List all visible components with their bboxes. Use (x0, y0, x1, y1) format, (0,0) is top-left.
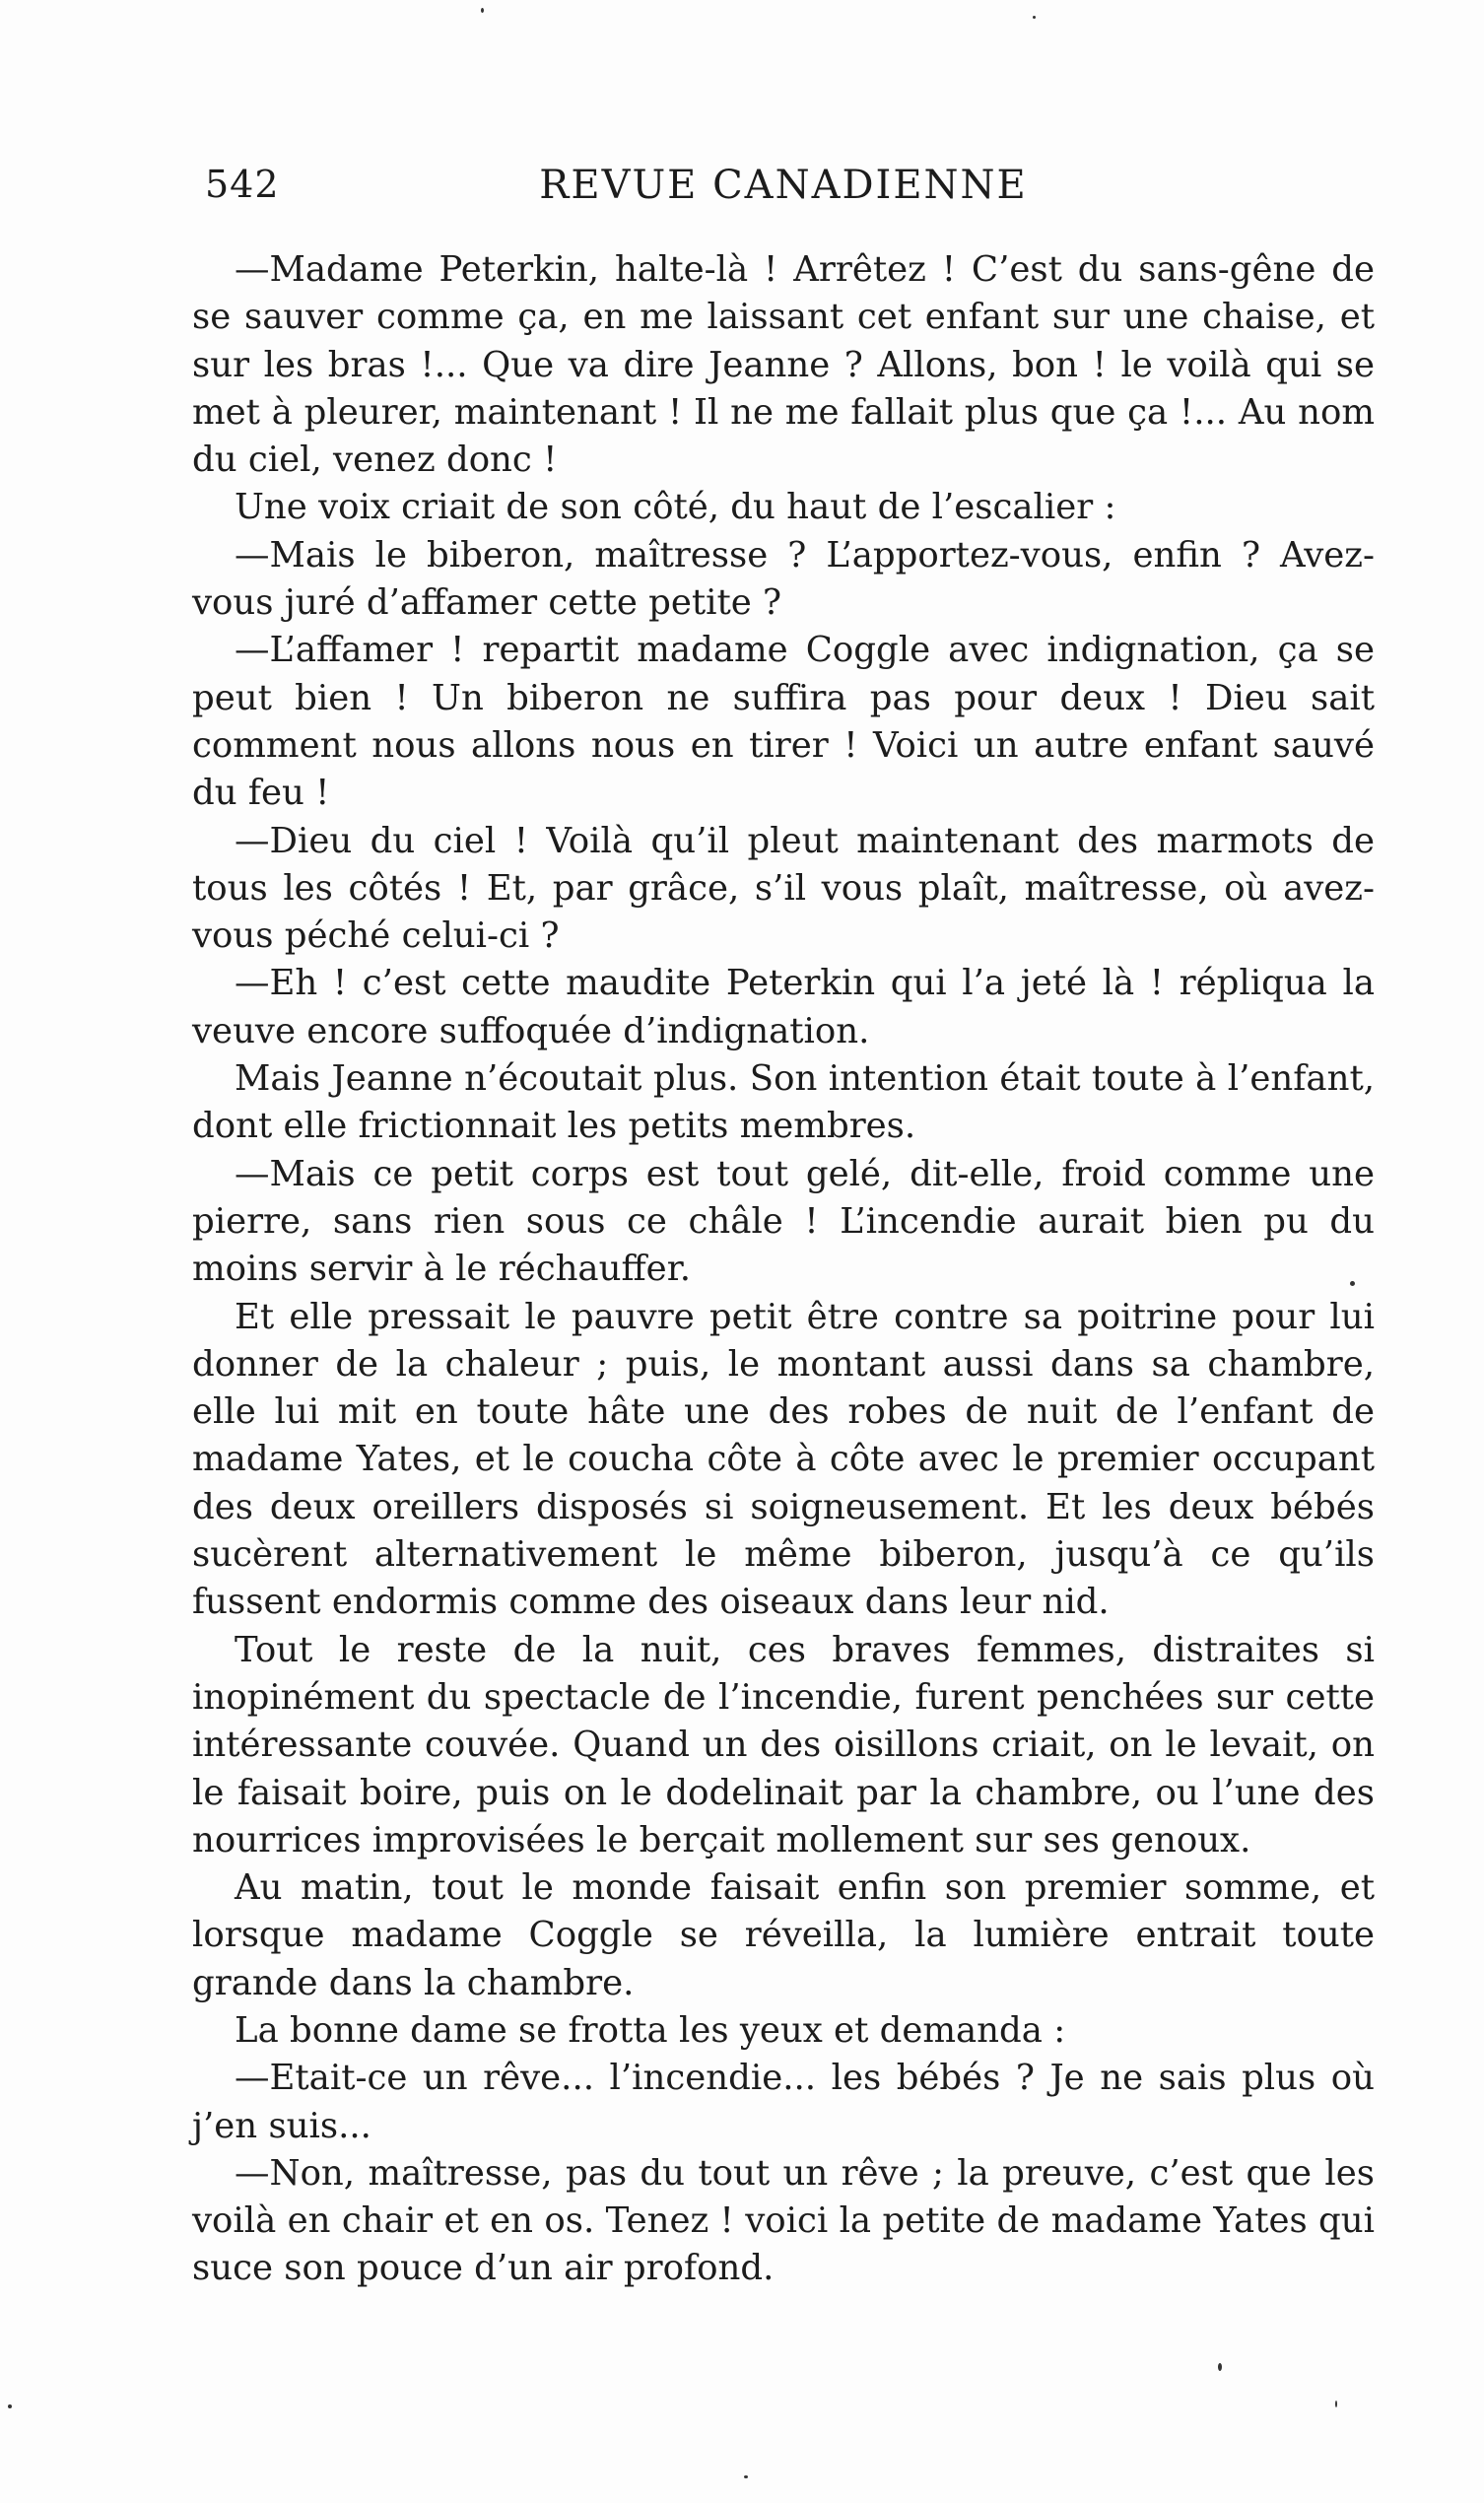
paragraph: Une voix criait de son côté, du haut de l’escalier : (235, 487, 1116, 528)
body-text (192, 246, 1375, 2293)
scan-speck (1218, 2363, 1222, 2371)
running-head: REVUE CANADIENNE (539, 163, 1028, 208)
paragraph: Et elle pressait le pauvre petit être contre sa poitrine pour lui donner de la chaleur ; puis, le montant aussi dans sa chambre, elle lui mit en toute hâte une des robes de nuit de l’enfant de madame Yates, et le coucha côte à côte avec le premier occupant des deux oreillers disposés si soigneusement. Et les deux bébés sucèrent alternativement le même biberon, jusqu’à ce qu’ils fussent endormis comme des oiseaux dans leur nid. (192, 1296, 1375, 1623)
paragraph: Mais Jeanne n’écoutait plus. Son intention était toute à l’enfant, dont elle frictionnait les petits membres. (192, 1058, 1375, 1147)
scan-speck (1350, 1281, 1355, 1286)
paragraph: Tout le reste de la nuit, ces braves femmes, distraites si inopinément du spectacle de l’incendie, furent penchées sur cette intéressante couvée. Quand un des oisillons criait, on le levait, on le faisait boire, puis on le dodelinait par la chambre, ou l’une des nourrices improvisées le berçait mollement sur ses genoux. (192, 1629, 1375, 1860)
page-header (197, 163, 1370, 222)
scan-speck (1335, 2401, 1337, 2407)
paragraph: La bonne dame se frotta les yeux et demanda : (235, 2009, 1066, 2051)
paragraph: Au matin, tout le monde faisait enfin son premier somme, et lorsque madame Coggle se réveilla, la lumière entrait toute grande dans la chambre. (192, 1867, 1375, 2003)
paragraph: —Dieu du ciel ! Voilà qu’il pleut maintenant des marmots de tous les côtés ! Et, par grâce, s’il vous plaît, maîtresse, où avez-vous péché celui-ci ? (192, 820, 1375, 957)
paragraph: —Mais ce petit corps est tout gelé, dit-elle, froid comme une pierre, sans rien sous ce châle ! L’incendie aurait bien pu du moins servir à le réchauffer. (192, 1153, 1375, 1290)
scan-speck (8, 2404, 12, 2408)
page-number: 542 (205, 163, 280, 206)
scan-speck (481, 8, 484, 13)
paragraph: —Etait-ce un rêve... l’incendie... les bébés ? Je ne sais plus où j’en suis... (192, 2058, 1375, 2146)
scan-speck (1033, 16, 1036, 19)
paragraph: —Eh ! c’est cette maudite Peterkin qui l’a jeté là ! répliqua la veuve encore suffoquée d’indignation. (192, 963, 1375, 1051)
scan-speck (744, 2475, 748, 2478)
paragraph: —L’affamer ! repartit madame Coggle avec indignation, ça se peut bien ! Un biberon ne suffira pas pour deux ! Dieu sait comment nous allons nous en tirer ! Voici un autre enfant sauvé du feu ! (192, 630, 1375, 814)
paragraph: —Madame Peterkin, halte-là ! Arrêtez ! C’est du sans-gêne de se sauver comme ça, en me laissant cet enfant sur une chaise, et sur les bras !... Que va dire Jeanne ? Allons, bon ! le voilà qui se met à pleurer, maintenant ! Il ne me fallait plus que ça !... Au nom du ciel, venez donc ! (192, 249, 1375, 481)
paragraph: —Non, maîtresse, pas du tout un rêve ; la preuve, c’est que les voilà en chair et en os. Tenez ! voici la petite de madame Yates qui suce son pouce d’un air profond. (192, 2152, 1375, 2289)
paragraph: —Mais le biberon, maîtresse ? L’apportez-vous, enfin ? Avez-vous juré d’affamer cette petite ? (192, 534, 1375, 624)
